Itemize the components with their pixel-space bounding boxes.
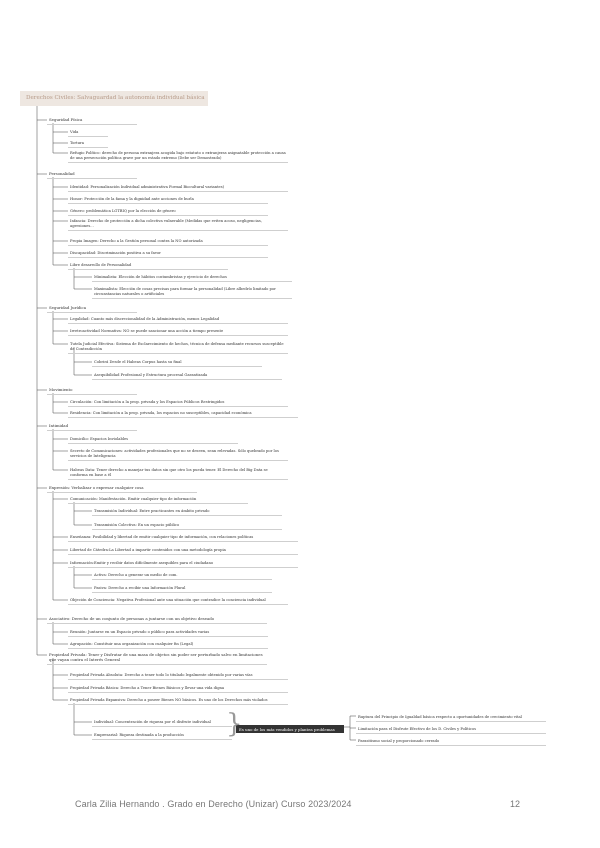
mindmap-node-pers: Personalidad — [47, 171, 137, 179]
mindmap-node-info: Información:Emitir y recibir datos difícilmente asequibles para el ciudadano — [68, 560, 298, 568]
mindmap-node-limit: Limitación para el Disfrute Efectivo de los D. Civiles y Políticos — [356, 726, 546, 734]
mindmap-node-genero: Género: problemática LGTBIQ por la elección de género — [68, 208, 268, 216]
mindmap-node-paras: Parasitismo social y proporcionado cerrado — [356, 738, 546, 746]
mindmap-node-empres: Empresarial: Riqueza destinada a la producción — [92, 732, 232, 740]
mindmap-node-objecion: Objeción de Conciencia: Negativa Profesional ante una situación que contradice la conciencia individual — [68, 597, 288, 605]
mindmap-node-transind: Transmisión Individual: Entre practicantes en ámbito privado — [92, 508, 282, 516]
mindmap-node-domic: Domicilio: Espacios Inviolables — [68, 436, 238, 444]
mindmap-node-tutela: Tutela Judicial Efectiva: Sistema de Esclarecimiento de hechos, técnica de defensa mediante recursos susceptible de Contradicción — [68, 341, 288, 354]
mindmap-node-libre: Libre desarrollo de Personalidad — [68, 262, 228, 270]
mindmap-node-intim: Intimidad — [47, 423, 137, 431]
mindmap-node-max1: Maximalista: Elección de cosas precisas para formar la personalidad (Libre albedrío limitado por circunstancias naturales o artificiales — [92, 286, 292, 299]
mindmap-node-cobrir: Cobrirá Desde el Habeas Corpus hasta su final — [92, 359, 262, 367]
mindmap-node-ensen: Enseñanza: Posibilidad y libertad de emitir cualquier tipo de información, con relaciones políticas — [68, 534, 298, 542]
mindmap-node-circ: Circulación: Con limitación a la prop. privada y los Espacios Públicos Restringidos — [68, 399, 288, 407]
grouping-brace: } — [226, 709, 243, 739]
mindmap-node-ruptura: Ruptura del Principio de Igualdad básica respecto a oportunidades de crecimiento vital — [356, 714, 546, 722]
mindmap-node-propbas: Propiedad Privada Básica: Derecho a Tener Bienes Básicos y llevar una vida digna — [68, 685, 288, 693]
mindmap-node-legal: Legalidad: Cuanto más discrecionalidad de la Administración, menos Legalidad — [68, 316, 288, 324]
page-number: 12 — [510, 799, 521, 809]
mindmap-node-segjur: Seguridad Jurídica — [47, 305, 137, 313]
mindmap-node-expr: Expresión: Verbalizar o expresar cualquier cosa — [47, 485, 197, 493]
mindmap-node-imagen: Propia Imagen: Derecho a la Gestión personal contra la NO autorizada — [68, 238, 268, 246]
mindmap-node-comun: Comunicación: Manifestación. Emitir cualquier tipo de información — [68, 496, 248, 504]
mindmap-node-ident: Identidad: Personalización Individual administrativa Formal Biocultural variantes) — [68, 184, 288, 192]
mindmap-node-honor: Honor: Protección de la fama y la dignidad ante acciones de burla — [68, 196, 268, 204]
mindmap-node-discap: Discapacidad: Discriminación positiva a su favor — [68, 250, 268, 258]
mindmap-node-activa: Activa: Derecho a generar un medio de com. — [92, 572, 272, 580]
mindmap-node-pasiva: Pasiva: Derecho a recibir una Información Plural — [92, 585, 272, 593]
mindmap-node-mov: Movimiento — [47, 387, 137, 395]
mindmap-node-tortura: Tortura — [68, 140, 108, 148]
mindmap-node-infancia: Infancia: Derecho de protección a dicha colectiva vulnerable (Medidas que eviten acoso, negligencias, agresiones... — [68, 218, 288, 231]
mindmap-node-reunion: Reunión: Juntarse en un Espacio privado o público para actividades varias — [68, 629, 268, 637]
mindmap-node-propabs: Propiedad Privada Absoluta: Derecho a tener todo lo titulado legalmente obtenido por varias vías — [68, 672, 288, 680]
mindmap-node-min1: Minimalista: Elección de hábitos costumbristas y ejercicio de derechos — [92, 274, 292, 282]
footer-author-course: Carla Zilia Hernando . Grado en Derecho (Unizar) Curso 2023/2024 — [75, 799, 352, 809]
mindmap-node-prop: Propiedad Privada: Tener y Disfrutar de una masa de objetos sin poder ser perturbado salvo en limitaciones que vayan contra el Interés General — [47, 652, 267, 665]
mindmap-node-indiv: Individual: Concentración de riqueza por el disfrute individual — [92, 719, 232, 727]
mindmap-node-refugio: Refugio Político: derecho de persona extranjera acogida bajo estatuto o extranjeras asignatable protección a causa de una persecución política grave por un estado extremo (Debe ser Demostrado) — [68, 150, 288, 163]
mindmap-node-violado: Es uno de los más vendidos y plantea problemas — [236, 725, 344, 733]
mindmap-node-agrup: Agrupación: Constituir una organización con cualquier fin (Legal) — [68, 641, 268, 649]
mindmap-root-title: Derechos Civiles: Salvaguardad la autonomía individual básica — [20, 91, 208, 106]
mindmap-node-asoc: Asociativo: Derecho de un conjunto de personas a juntarse con un objetivo deseado — [47, 616, 267, 624]
mindmap-node-secreto: Secreto de Comunicaciones: actividades profesionales que no se deseen, sean relevadas. Sólo quebrado por los servicios de Inteligencia — [68, 448, 288, 461]
mindmap-node-resid: Residencia: Con limitación a la prop. privada, los espacios no susceptibles, capacidad económica — [68, 410, 298, 418]
mindmap-node-transcol: Transmisión Colectiva: En un espacio público — [92, 522, 282, 530]
mindmap-node-propexp: Propiedad Privada Expansiva: Derecho a poseer Bienes NO básicos. Es uno de los Derechos más violados — [68, 697, 288, 705]
mindmap-node-habeas: Habeas Data: Tener derecho a manejar tus datos sin que otro los pueda tener. El Derecho del Big Data se conforma en base a él — [68, 467, 288, 480]
mindmap-node-catedra: Libertad de Cátedra:La Libertad a impartir contenidos con una metodología propia — [68, 547, 298, 555]
mindmap-node-asequ: Asequibilidad Profesional y Estructura procesal Garantizada — [92, 372, 282, 380]
mindmap-node-seg: Seguridad Física — [47, 117, 137, 125]
mindmap-node-irret: Irretroactividad Normativa: NO se puede sancionar una acción a tiempo presente — [68, 328, 288, 336]
mindmap-node-vida: Vida — [68, 129, 108, 137]
